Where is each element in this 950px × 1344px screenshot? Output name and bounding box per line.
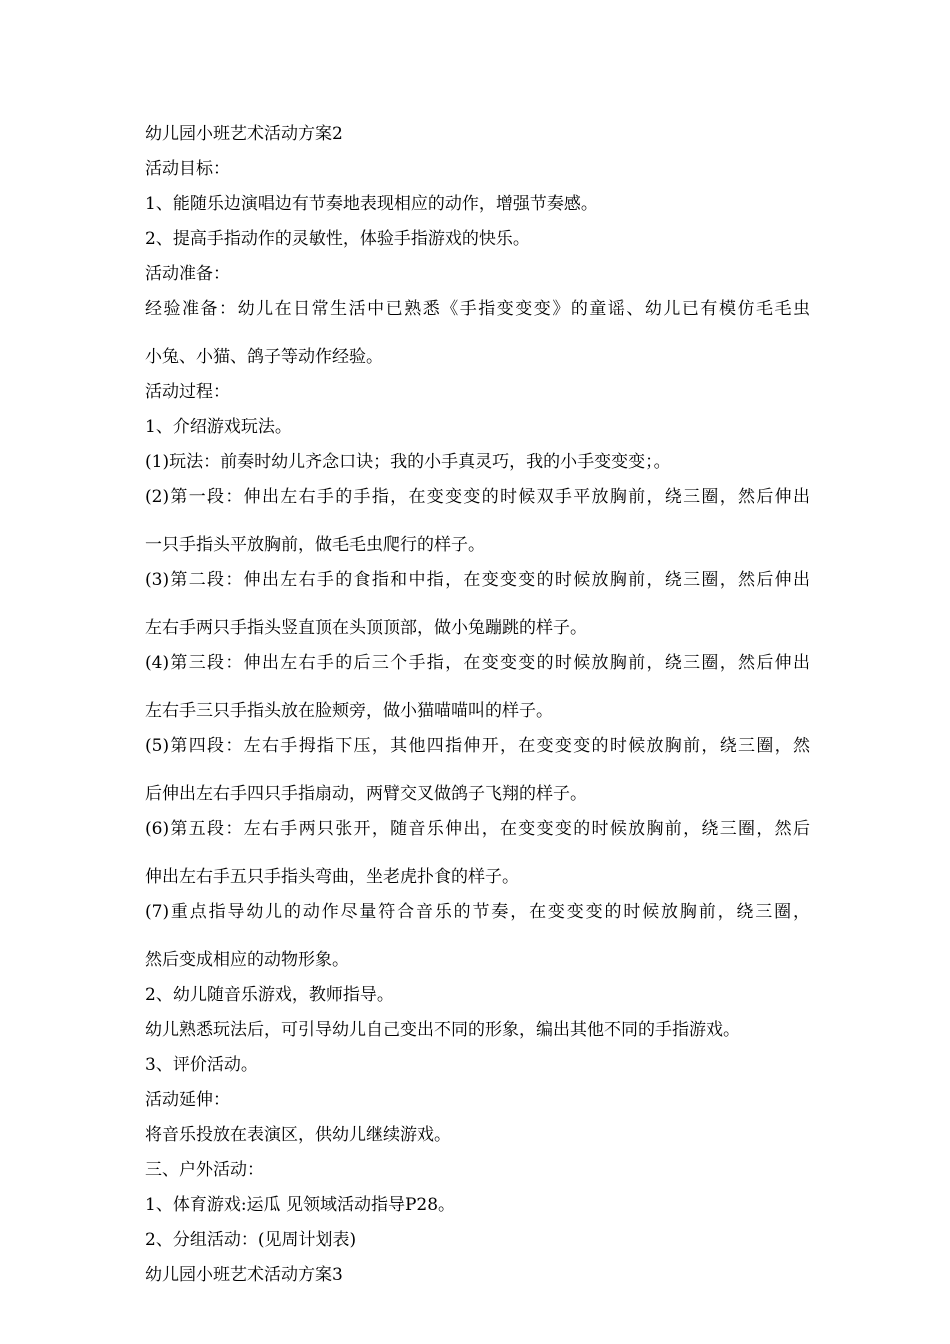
- paragraph-line: 后伸出左右手四只手指扇动，两臂交叉做鸽子飞翔的样子。: [145, 784, 587, 804]
- heading-extension: 活动延伸：: [145, 1090, 230, 1110]
- step-item: (1)玩法：前奏时幼儿齐念口诀；我的小手真灵巧，我的小手变变变；。: [145, 452, 671, 472]
- paragraph-line: (7)重点指导幼儿的动作尽量符合音乐的节奏，在变变变的时候放胸前，绕三圈，: [145, 902, 810, 922]
- step-item: 1、介绍游戏玩法。: [145, 417, 292, 437]
- goal-item: 1、能随乐边演唱边有节奏地表现相应的动作，增强节奏感。: [145, 194, 598, 214]
- heading-goals: 活动目标：: [145, 159, 230, 179]
- paragraph-line: (3)第二段：伸出左右手的食指和中指，在变变变的时候放胸前，绕三圈，然后伸出: [145, 570, 810, 590]
- paragraph-line: (6)第五段：左右手两只张开，随音乐伸出，在变变变的时候放胸前，绕三圈，然后: [145, 819, 810, 839]
- outdoor-item: 1、体育游戏:运瓜 见领域活动指导P28。: [145, 1195, 456, 1215]
- heading-preparation: 活动准备：: [145, 264, 230, 284]
- paragraph-line: 幼儿熟悉玩法后，可引导幼儿自己变出不同的形象，编出其他不同的手指游戏。: [145, 1020, 740, 1040]
- paragraph-line: (5)第四段：左右手拇指下压，其他四指伸开，在变变变的时候放胸前，绕三圈，然: [145, 736, 810, 756]
- paragraph-line: 左右手两只手指头竖直顶在头顶顶部，做小兔蹦跳的样子。: [145, 618, 587, 638]
- paragraph-line: 然后变成相应的动物形象。: [145, 950, 349, 970]
- paragraph-line: (4)第三段：伸出左右手的后三个手指，在变变变的时候放胸前，绕三圈，然后伸出: [145, 653, 810, 673]
- paragraph-line: 将音乐投放在表演区，供幼儿继续游戏。: [145, 1125, 451, 1145]
- paragraph-line: 小兔、小猫、鸽子等动作经验。: [145, 347, 383, 367]
- paragraph-line: 经验准备：幼儿在日常生活中已熟悉《手指变变变》的童谣、幼儿已有模仿毛毛虫: [145, 299, 810, 319]
- heading-process: 活动过程：: [145, 382, 230, 402]
- paragraph-line: (2)第一段：伸出左右手的手指，在变变变的时候双手平放胸前，绕三圈，然后伸出: [145, 487, 810, 507]
- step-item: 3、评价活动。: [145, 1055, 258, 1075]
- document-body: [145, 123, 810, 1299]
- goal-item: 2、提高手指动作的灵敏性，体验手指游戏的快乐。: [145, 229, 530, 249]
- heading-outdoor: 三、户外活动：: [145, 1160, 264, 1180]
- step-item: 2、幼儿随音乐游戏，教师指导。: [145, 985, 394, 1005]
- section-title: 幼儿园小班艺术活动方案2: [145, 124, 343, 144]
- outdoor-item: 2、分组活动：(见周计划表): [145, 1230, 357, 1250]
- paragraph-line: 左右手三只手指头放在脸颊旁，做小猫喵喵叫的样子。: [145, 701, 553, 721]
- paragraph-line: 一只手指头平放胸前，做毛毛虫爬行的样子。: [145, 535, 485, 555]
- section-title: 幼儿园小班艺术活动方案3: [145, 1265, 343, 1285]
- paragraph-line: 伸出左右手五只手指头弯曲，坐老虎扑食的样子。: [145, 867, 519, 887]
